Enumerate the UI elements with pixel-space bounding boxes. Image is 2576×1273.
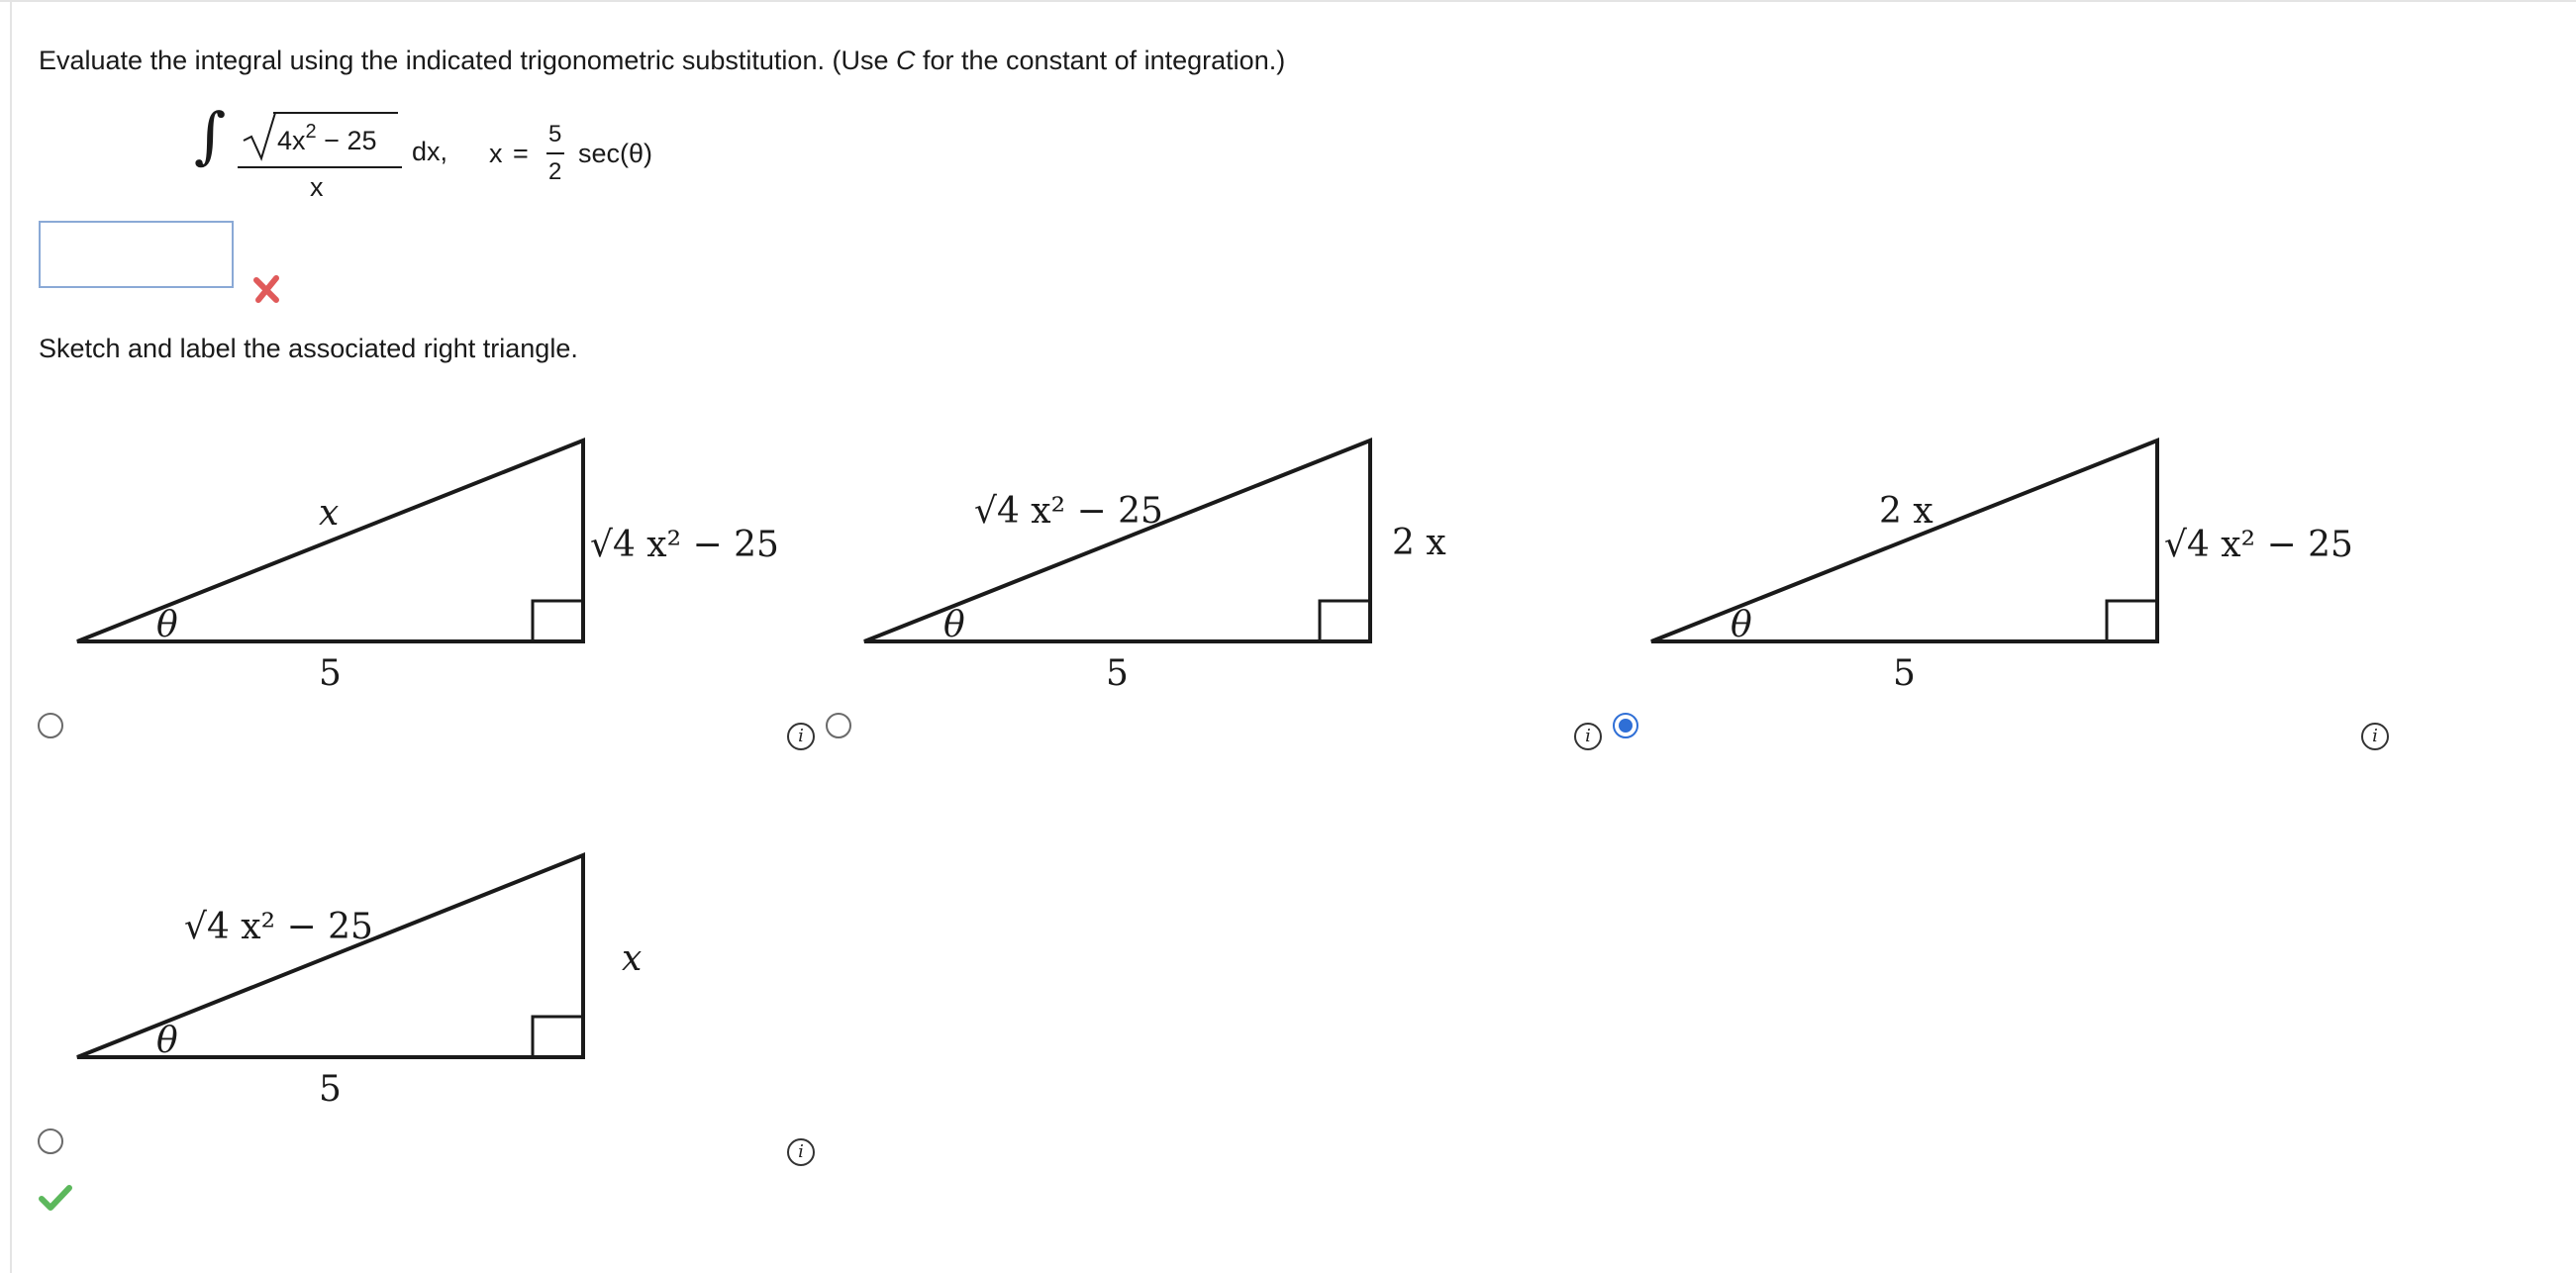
info-icon-glyph: i xyxy=(2372,726,2378,746)
triangle-3-radio[interactable] xyxy=(1613,713,1638,738)
triangle-option-2 xyxy=(864,441,1446,694)
triangle-4-hypotenuse: √4 x² − 25 xyxy=(184,907,373,947)
triangle-3-theta: θ xyxy=(1731,605,1752,645)
triangle-2-base: 5 xyxy=(1106,653,1129,694)
triangle-3-leg: √4 x² − 25 xyxy=(2164,525,2353,565)
info-icon-glyph: i xyxy=(798,726,804,746)
triangle-4-leg: x xyxy=(622,938,643,979)
triangle-1-base: 5 xyxy=(319,653,342,694)
sketch-prompt: Sketch and label the associated right triangle. xyxy=(39,334,578,363)
triangle-4-radio[interactable] xyxy=(38,1128,63,1154)
triangle-4-theta: θ xyxy=(156,1021,178,1061)
triangle-2-hypotenuse: √4 x² − 25 xyxy=(974,491,1163,532)
info-icon[interactable] xyxy=(787,723,815,750)
info-icon[interactable] xyxy=(1574,723,1602,750)
info-icon-glyph: i xyxy=(798,1141,804,1162)
triangle-2-radio[interactable] xyxy=(826,713,851,738)
triangle-option-1 xyxy=(77,441,779,694)
info-icon[interactable] xyxy=(2361,723,2389,750)
triangle-1-theta: θ xyxy=(156,605,178,645)
check-mark-icon xyxy=(39,1183,72,1213)
triangle-4-base: 5 xyxy=(319,1069,342,1110)
denominator: x xyxy=(310,172,324,202)
triangle-1-leg: √4 x² − 25 xyxy=(590,525,779,565)
triangle-1-radio[interactable] xyxy=(38,713,63,738)
question-prompt: Evaluate the integral using the indicated trigonometric substitution. (Use C for the constant of integration.) xyxy=(39,46,1286,75)
info-icon-glyph: i xyxy=(1585,726,1591,746)
substitution-equals: = xyxy=(513,139,529,168)
triangle-2-theta: θ xyxy=(943,605,965,645)
substitution-var: x xyxy=(489,139,503,168)
triangle-2-leg: 2 x xyxy=(1392,523,1446,563)
triangle-3-base: 5 xyxy=(1893,653,1916,694)
triangle-option-4 xyxy=(77,855,642,1110)
substitution-numerator: 5 xyxy=(548,121,562,147)
triangle-3-hypotenuse: 2 x xyxy=(1879,491,1933,532)
info-icon[interactable] xyxy=(787,1138,815,1166)
triangle-1-hypotenuse: x xyxy=(319,493,340,534)
integral-sign: ∫ xyxy=(194,99,227,171)
triangle-option-3 xyxy=(1651,441,2353,694)
substitution-function: sec(θ) xyxy=(578,139,653,168)
dx-label: dx, xyxy=(412,137,448,166)
radicand: $4x^2 - 25$ xyxy=(277,121,377,155)
substitution-denominator: 2 xyxy=(548,158,562,185)
